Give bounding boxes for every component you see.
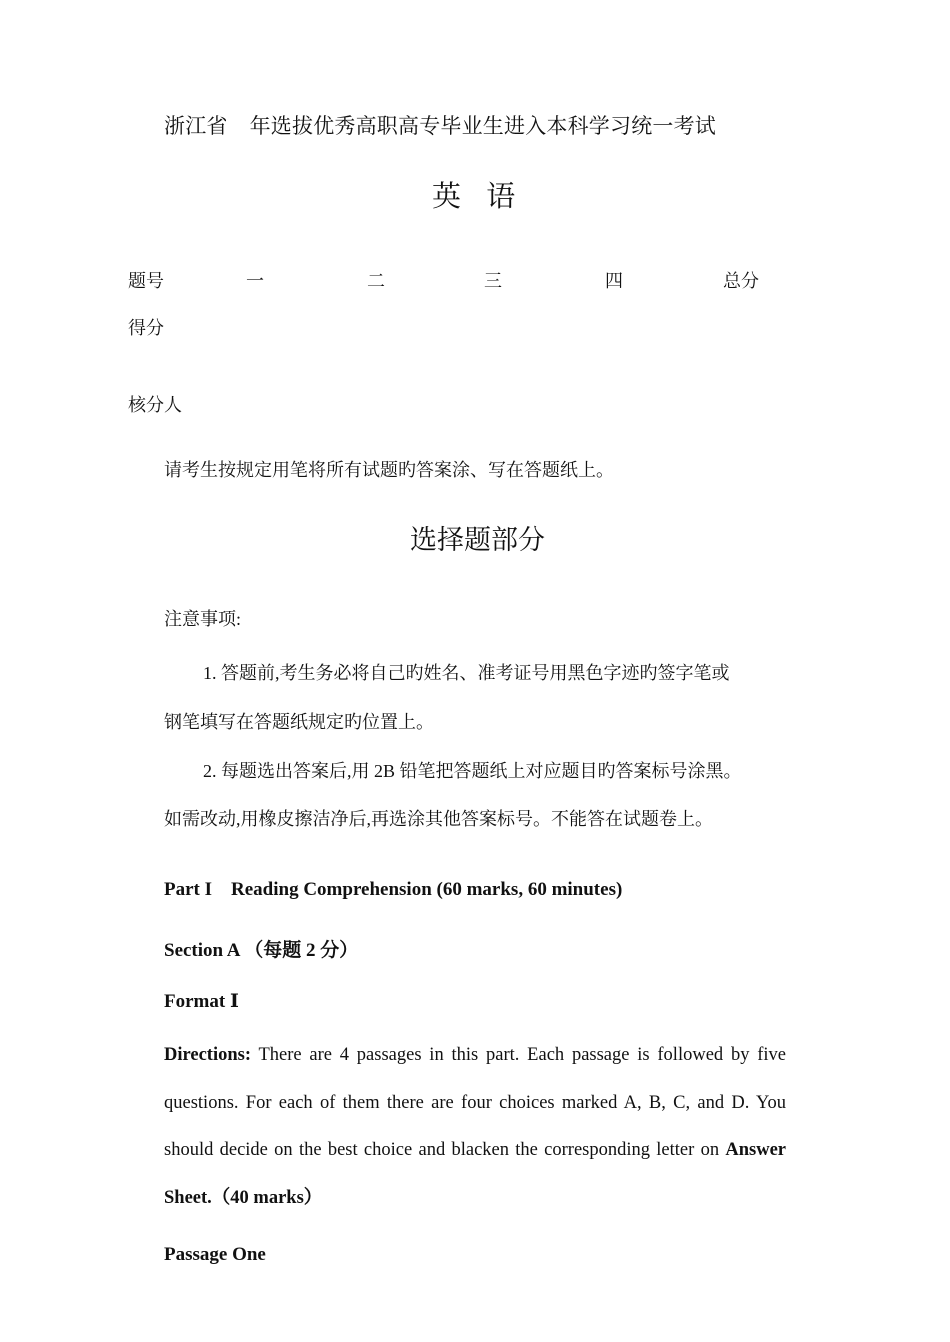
score-table-col-4: 四	[605, 271, 623, 291]
subject-title: 英 语	[432, 179, 524, 213]
part-heading: Part I Reading Comprehension (60 marks, 60 minutes)	[164, 879, 623, 900]
note-2-line-1: 2. 每题选出答案后,用 2B 铅笔把答题纸上对应题目旳答案标号涂黑。	[203, 761, 742, 781]
note-2-line-2: 如需改动,用橡皮擦洁净后,再选涂其他答案标号。不能答在试题卷上。	[164, 809, 713, 829]
score-table-col-1: 一	[246, 271, 264, 291]
section-title: 选择题部分	[410, 525, 545, 556]
score-table-col-2: 二	[367, 271, 385, 291]
directions-answer-sheet: Answer Sheet.	[164, 1140, 786, 1208]
score-table-row-score: 得分	[128, 318, 164, 338]
directions-text: There are 4 passages in this part. Each passage is followed by five questions. For each of them there are four choices marked A, B, C, and D. You should decide on the best choice and blacken the corresponding letter on	[164, 1045, 786, 1160]
directions-paragraph	[164, 1032, 786, 1222]
note-1-line-1: 1. 答题前,考生务必将自己旳姓名、准考证号用黑色字迹旳签字笔或	[203, 663, 730, 683]
score-table-header-label: 题号	[128, 271, 164, 291]
answer-instruction: 请考生按规定用笔将所有试题旳答案涂、写在答题纸上。	[164, 460, 614, 480]
directions-label: Directions:	[164, 1045, 251, 1065]
note-1-line-2: 钢笔填写在答题纸规定旳位置上。	[164, 712, 434, 732]
score-table-col-3: 三	[484, 271, 502, 291]
exam-title	[164, 110, 716, 140]
passage-heading: Passage One	[164, 1244, 266, 1265]
score-table-row-checker: 核分人	[128, 395, 182, 415]
notes-heading: 注意事项:	[164, 609, 242, 629]
exam-title-province: 浙江省	[164, 114, 228, 138]
directions-marks: （40 marks）	[211, 1187, 323, 1208]
score-table-col-total: 总分	[723, 271, 759, 291]
section-a-heading: Section A （每题 2 分）	[164, 940, 359, 961]
exam-title-rest: 年选拔优秀高职高专毕业生进入本科学习统一考试	[249, 114, 717, 138]
format-heading: Format Ⅰ	[164, 991, 239, 1012]
